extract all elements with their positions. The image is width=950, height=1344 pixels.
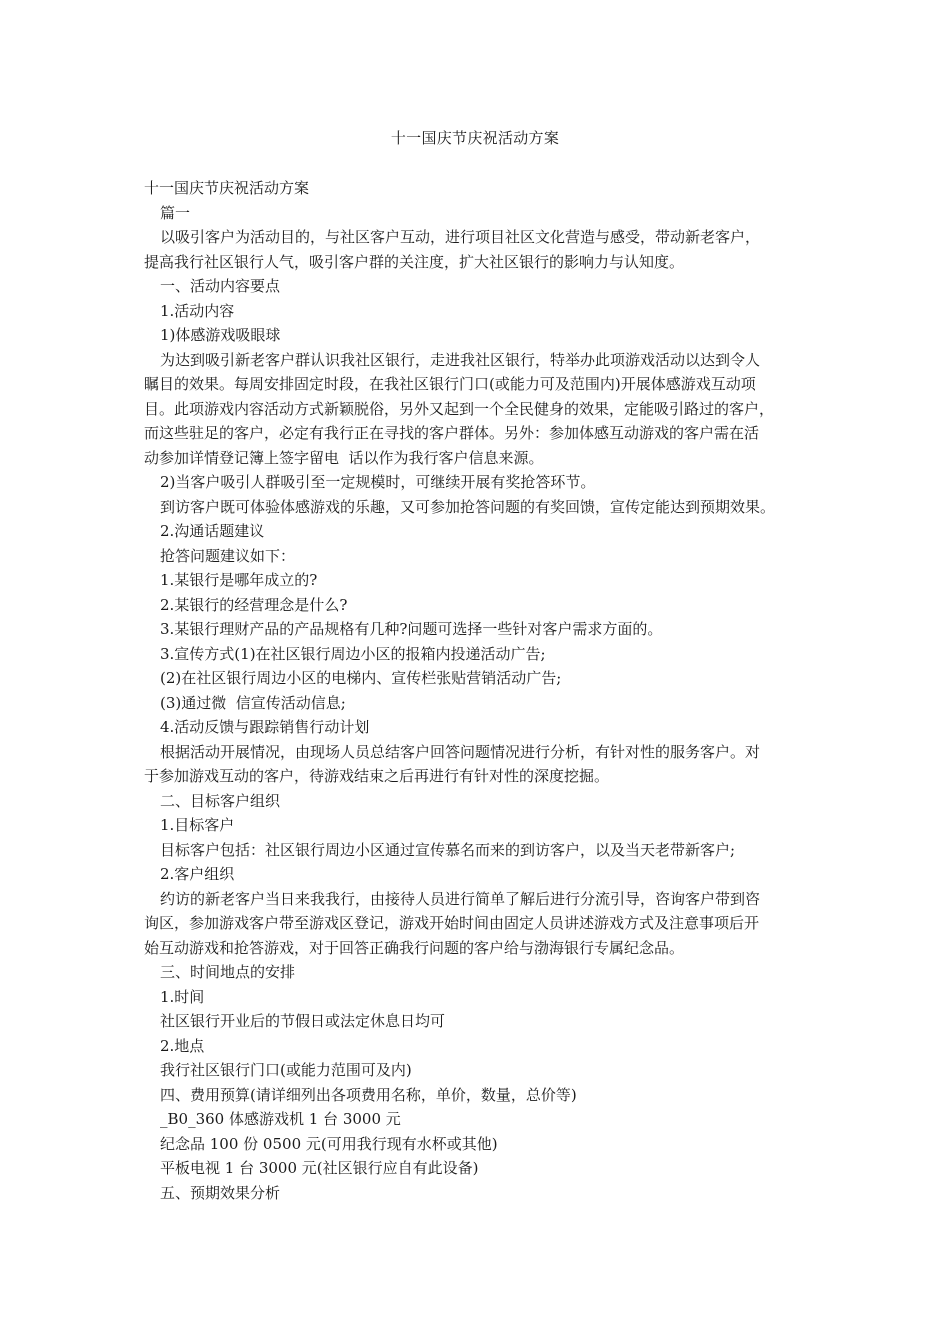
body-line: 1.目标客户 xyxy=(160,816,235,834)
body-line: 1)体感游戏吸眼球 xyxy=(160,326,281,344)
body-line: 1.活动内容 xyxy=(160,301,235,320)
body-line: 提高我行社区银行人气，吸引客户群的关注度，扩大社区银行的影响力与认知度。 xyxy=(144,252,685,271)
body-line: 抢答问题建议如下： xyxy=(160,546,296,565)
body-line: 2.客户组织 xyxy=(160,865,235,883)
body-line: 询区，参加游戏客户带至游戏区登记，游戏开始时间由固定人员讲述游戏方式及注意事项后开 xyxy=(144,914,760,932)
body-line: 二、目标客户组织 xyxy=(160,791,281,810)
body-line: 社区银行开业后的节假日或法定休息日均可 xyxy=(160,1012,446,1030)
body-line: 1.某银行是哪年成立的? xyxy=(160,571,318,589)
body-line: 到访客户既可体验体感游戏的乐趣，又可参加抢答问题的有奖回馈，宣传定能达到预期效果。 xyxy=(160,497,776,516)
body-line: 2)当客户吸引人群吸引至一定规模时，可继续开展有奖抢答环节。 xyxy=(160,473,596,491)
body-line: 以吸引客户为活动目的，与社区客户互动，进行项目社区文化营造与感受，带动新老客户， xyxy=(160,228,761,246)
body-line: 3.某银行理财产品的产品规格有几种?问题可选择一些针对客户需求方面的。 xyxy=(160,620,663,638)
body-line: 目标客户包括：社区银行周边小区通过宣传慕名而来的到访客户，以及当天老带新客户; xyxy=(160,840,736,859)
body-line: 而这些驻足的客户，必定有我行正在寻找的客户群体。另外：参加体感互动游戏的客户需在活 xyxy=(144,424,760,442)
body-line: 于参加游戏互动的客户，待游戏结束之后再进行有针对性的深度挖掘。 xyxy=(144,767,610,785)
body-line: 2.地点 xyxy=(160,1036,205,1055)
body-line: 为达到吸引新老客户群认识我社区银行，走进我社区银行，特举办此项游戏活动以达到令人 xyxy=(160,350,761,369)
body-line: (3)通过微 信宣传活动信息; xyxy=(160,693,346,712)
body-line: 平板电视 1 台 3000 元(社区银行应自有此设备) xyxy=(160,1159,479,1177)
body-line: 一、活动内容要点 xyxy=(160,277,281,295)
body-line: 篇一 xyxy=(160,203,191,222)
body-line: 动参加详情登记簿上签字留电 话以作为我行客户信息来源。 xyxy=(144,448,544,467)
body-line: 十一国庆节庆祝活动方案 xyxy=(144,179,310,197)
body-line: 我行社区银行门口(或能力范围可及内) xyxy=(160,1061,412,1079)
body-line: 目。此项游戏内容活动方式新颖脱俗，另外又起到一个全民健身的效果，定能吸引路过的客户， xyxy=(144,399,775,418)
body-line: 四、费用预算(请详细列出各项费用名称，单价，数量，总价等) xyxy=(160,1085,577,1104)
body-line: 约访的新老客户当日来我我行，由接待人员进行简单了解后进行分流引导，咨询客户带到咨 xyxy=(160,889,761,908)
body-line: 瞩目的效果。每周安排固定时段，在我社区银行门口(或能力可及范围内)开展体感游戏互动项 xyxy=(144,375,756,393)
body-line: (2)在社区银行周边小区的电梯内、宣传栏张贴营销活动广告; xyxy=(160,669,562,687)
body-line: _B0_360 体感游戏机 1 台 3000 元 xyxy=(160,1110,401,1128)
body-line: 3.宣传方式(1)在社区银行周边小区的报箱内投递活动广告; xyxy=(160,644,546,663)
document-body xyxy=(144,176,809,1205)
body-line: 1.时间 xyxy=(160,987,205,1006)
body-line: 4.活动反馈与跟踪销售行动计划 xyxy=(160,718,370,736)
body-line: 2.沟通话题建议 xyxy=(160,522,265,540)
body-line: 纪念品 100 份 0500 元(可用我行现有水杯或其他) xyxy=(160,1134,498,1153)
body-line: 2.某银行的经营理念是什么? xyxy=(160,595,348,614)
body-line: 三、时间地点的安排 xyxy=(160,963,296,981)
page-title: 十一国庆节庆祝活动方案 xyxy=(390,129,560,147)
body-line: 根据活动开展情况，由现场人员总结客户回答问题情况进行分析，有针对性的服务客户。对 xyxy=(160,742,761,761)
body-line: 始互动游戏和抢答游戏，对于回答正确我行问题的客户给与渤海银行专属纪念品。 xyxy=(144,938,685,957)
body-line: 五、预期效果分析 xyxy=(160,1183,281,1202)
